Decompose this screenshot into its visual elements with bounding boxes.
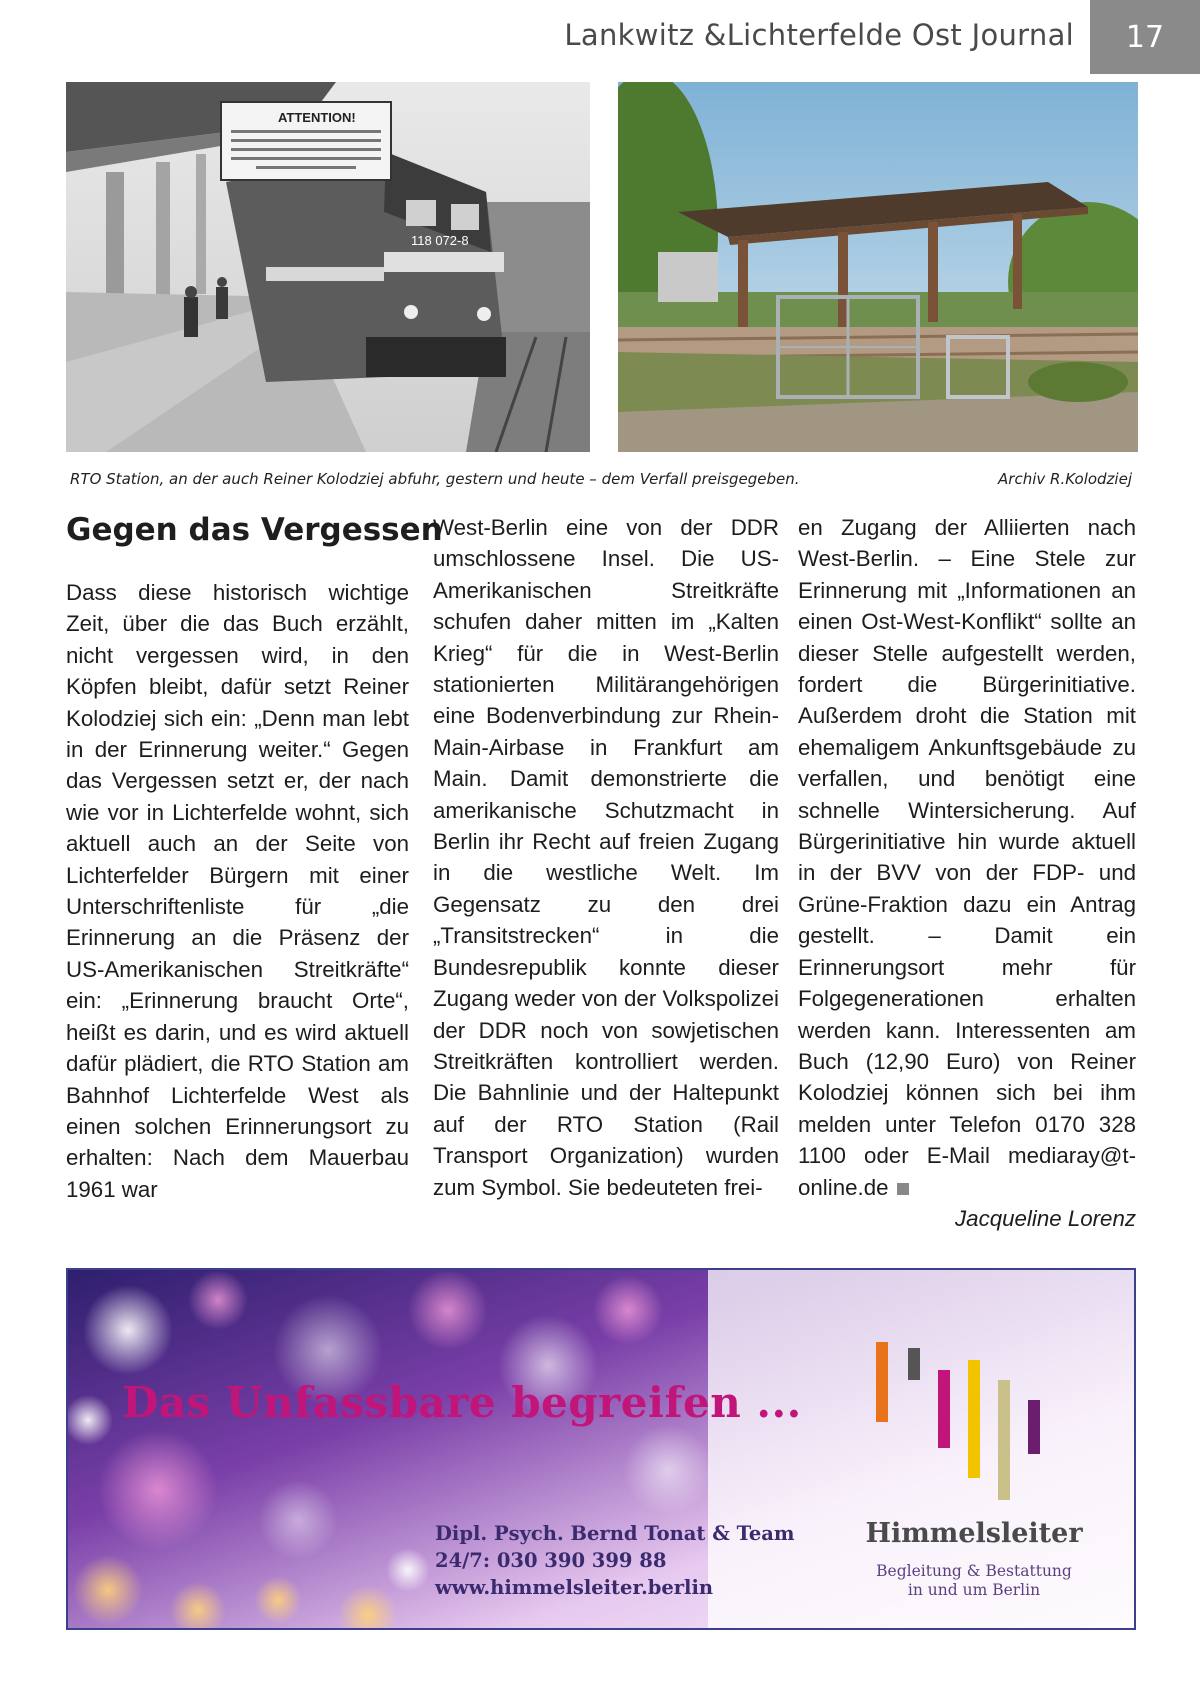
ad-contact-block [435,1520,795,1601]
article-author: Jacqueline Lorenz [955,1205,1136,1231]
photo-credit: Archiv R.Kolodziej [998,470,1132,488]
ad-tagline-line-2: in und um Berlin [907,1581,1041,1599]
logo-bar-orange [876,1342,888,1422]
ad-contact-name: Dipl. Psych. Bernd Tonat & Team [435,1522,795,1545]
article-column-1 [66,577,409,1205]
article-column-2-text: West-Berlin eine von der DDR umschlossene Insel. Die US-Amerikanischen Streitkräfte schufen daher mitten im „Kalten Krieg“ für die in West-Berlin stationierten Militärangehörigen eine Bodenverbindung zur Rhein-Main-Airbase in Frankfurt am Main. Damit demonstrierte die amerikanische Schutzmacht in Berlin ihr Recht auf freien Zugang in die westliche Welt. Im Gegensatz zu den drei „Transitstrecken“ in die Bundesrepublik konnte dieser Zugang weder von der Volkspolizei der DDR noch von sowjetischen Streitkräften kontrolliert werden. Die Bahnlinie und der Haltepunkt auf der RTO Station (Rail Transport Organization) wurden zum Symbol. Sie bedeuteten frei- [433,515,779,1200]
article-headline: Gegen das Vergessen [66,512,443,548]
ad-contact-website-link[interactable]: www.himmelsleiter.berlin [435,1576,714,1599]
page-number-badge [1090,0,1200,74]
article-column-1-text: Dass diese historisch wichtige Zeit, über die das Buch erzählt, nicht vergessen wird, in den Köpfen bleibt, dafür setzt Reiner Kolodziej sich ein: „Denn man lebt in der Erinnerung weiter.“ Gegen das Vergessen setzt er, der nach wie vor in Lichterfelde wohnt, sich aktuell auch an der Seite von Lichterfelder Bürgern mit einer Unterschriftenliste für „die Erinnerung an die Präsenz der US-Amerikanischen Streitkräfte“ ein: „Erinnerung braucht Orte“, heißt es darin, und es wird aktuell dafür plädiert, die RTO Station am Bahnhof Lichterfelde West als einen solchen Erinnerungsort zu erhalten: Nach dem Mauerbau 1961 war [66,580,409,1202]
article-column-3-text: en Zugang der Alliierten nach West-Berlin. – Eine Stele zur Erinnerung mit „Informationen an einen Ost-West-Konflikt“ sollte an dieser Stelle aufgestellt werden, fordert die Bürgerinitiative. Außerdem droht die Station mit ehemaligem Ankunftsgebäude zu verfallen, und benötigt eine schnelle Wintersicherung. Auf Bürgerinitiative hin wurde aktuell in der BVV von der FDP- und Grüne-Fraktion dazu ein Antrag gestellt. – Damit ein Erinnerungsort mehr für Folgegenerationen erhalten werden kann. Interessenten am Buch (12,90 Euro) von Reiner Kolodziej können sich bei ihm melden unter Telefon 0170 328 1100 oder E-Mail mediaray@t-online.de [798,515,1136,1200]
page-number: 17 [1125,19,1165,55]
station-photo-illustration [618,82,1138,452]
journal-title: Lankwitz &Lichterfelde Ost Journal [564,18,1074,52]
advertisement-himmelsleiter[interactable] [66,1268,1136,1630]
logo-bar-magenta [938,1370,950,1448]
ad-tagline [858,1562,1090,1600]
sign-title: ATTENTION! [278,110,356,125]
locomotive-number: 118 072-8 [411,233,469,248]
ad-tagline-line-1: Begleitung & Bestattung [876,1562,1072,1580]
himmelsleiter-logo [868,1340,1098,1500]
logo-bar-yellow [968,1360,980,1478]
photo-caption: RTO Station, an der auch Reiner Kolodziej abfuhr, gestern und heute – dem Verfall preisgegeben. [70,470,800,488]
ad-headline: Das Unfassbare begreifen ... [122,1378,802,1427]
article-column-2 [433,512,779,1203]
photo-train-platform [66,82,590,452]
logo-bar-beige [998,1380,1010,1500]
end-of-article-mark [897,1183,909,1195]
photo-station-today [618,82,1138,452]
ad-contact-phone[interactable]: 24/7: 030 390 399 88 [435,1549,667,1572]
logo-bar-purple [1028,1400,1040,1454]
train-photo-illustration [66,82,590,452]
logo-bar-grey [908,1348,920,1380]
ad-brand-name: Himmelsleiter [865,1518,1083,1549]
article-column-3 [798,512,1136,1234]
